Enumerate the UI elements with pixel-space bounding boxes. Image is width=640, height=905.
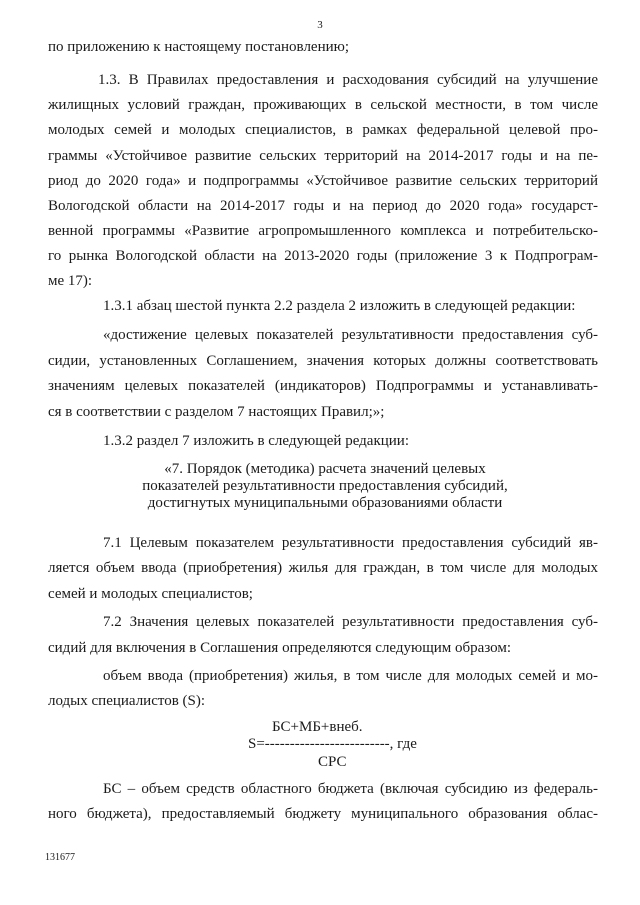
text-line: молодых семей и молодых специалистов, в рамках федеральной целевой про-	[48, 122, 598, 138]
text-line: ляется объем ввода (приобретения) жилья для граждан, в том числе для молодых	[48, 560, 598, 576]
footer-code: 131677	[45, 852, 75, 863]
paragraph-1-3-1-line: 1.3.1 абзац шестой пункта 2.2 раздела 2 изложить в следующей редакции:	[103, 298, 576, 314]
text-line: граммы «Устойчивое развитие сельских территорий на 2014-2017 годы и на пе-	[48, 148, 598, 164]
text-line: ме 17):	[48, 273, 93, 289]
text-line: ного бюджета), предоставляемый бюджету муниципального образования облас-	[48, 806, 598, 822]
text-line: объем ввода (приобретения) жилья, в том числе для молодых семей и мо-	[103, 668, 598, 684]
text-line: го рынка Вологодской области на 2013-2020 годы (приложение 3 к Подпрограм-	[48, 248, 598, 264]
quoted-text-line: «достижение целевых показателей результативности предоставления суб-	[103, 327, 598, 343]
text-line: значениям целевых показателей (индикаторов) Подпрограммы и устанавливать-	[48, 378, 598, 394]
text-line: по приложению к настоящему постановлению;	[48, 39, 350, 55]
text-line: сидии, установленных Соглашением, значения которых должны соответствовать	[48, 353, 598, 369]
text-line: лодых специалистов (S):	[48, 693, 206, 709]
text-line: сидий для включения в Соглашения определяются следующим образом:	[48, 640, 512, 656]
section-heading-line: достигнутых муниципальными образованиями области	[147, 495, 503, 511]
formula-denominator: СРС	[318, 754, 347, 770]
text-line: ся в соответствии с разделом 7 настоящих Правил;»;	[48, 404, 385, 420]
text-line: Вологодской области на 2014-2017 годы и на период до 2020 года» государст-	[48, 198, 598, 214]
page-number: 3	[317, 19, 323, 31]
text-line: венной программы «Развитие агропромышленного комплекса и потребительско-	[48, 223, 598, 239]
text-line: семей и молодых специалистов;	[48, 586, 253, 602]
text-line: жилищных условий граждан, проживающих в сельской местности, в том числе	[48, 97, 598, 113]
definition-line: БС – объем средств областного бюджета (включая субсидию из федераль-	[103, 781, 598, 797]
section-heading-line: показателей результативности предоставления субсидий,	[142, 478, 508, 494]
paragraph-1-3-line: 1.3. В Правилах предоставления и расходования субсидий на улучшение	[98, 72, 598, 88]
paragraph-7-1-line: 7.1 Целевым показателем результативности предоставления субсидий яв-	[103, 535, 598, 551]
text-line: риод до 2020 года» и подпрограммы «Устойчивое развитие сельских территорий	[48, 173, 598, 189]
formula-line: S=-------------------------, где	[248, 736, 417, 752]
section-heading-line: «7. Порядок (методика) расчета значений целевых	[164, 461, 486, 477]
paragraph-7-2-line: 7.2 Значения целевых показателей результативности предоставления суб-	[103, 614, 598, 630]
formula-numerator: БС+МБ+внеб.	[272, 719, 363, 735]
paragraph-1-3-2-line: 1.3.2 раздел 7 изложить в следующей редакции:	[103, 433, 409, 449]
